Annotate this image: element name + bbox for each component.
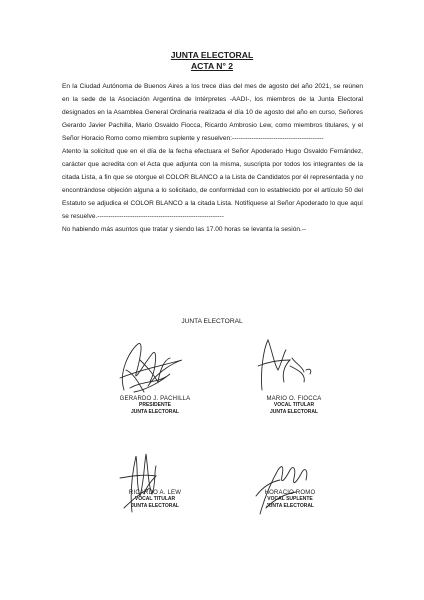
document-body xyxy=(62,80,363,236)
body-paragraph-1: En la Ciudad Autónoma de Buenos Aires a los trece días del mes de agosto del año 2021, se reúnen en la sede de la Asociación Argentina de Intérpretes -AADI-, los miembros de la Junta Electoral designados en la Asamblea General Ordinaria realizada el día 10 de agosto del año en curso, Señores Gerardo Javier Pachilla, Mario Osvaldo Fiocca, Ricardo Ambrosio Lew, como miembros titulares, y el Señor Horacio Romo como miembro suplente y resuelven:------------------------------------------ xyxy=(62,83,363,142)
signature-block-fiocca xyxy=(244,330,344,420)
signature-role-2: VOCAL TITULAR xyxy=(273,402,315,409)
signature-block-pachilla xyxy=(100,330,210,415)
signature-body-1: JUNTA ELECTORAL xyxy=(131,408,179,415)
signature-name-1: GERARDO J. PACHILLA xyxy=(119,396,191,402)
signature-role-3: VOCAL TITULAR xyxy=(134,496,176,503)
document-header xyxy=(0,50,424,71)
body-paragraph-3: No habiendo más asuntos que tratar y siendo las 17.00 horas se levanta la sesión.-- xyxy=(62,226,307,233)
body-paragraph-2: Atento la solicitud que en el día de la fecha efectuara el Señor Apoderado Hugo Osvaldo Fernández, carácter que acredita con el Acta que adjunta con la misma, suscripta por todos los integrantes de la citada Lista, a fin que se otorgue el COLOR BLANCO a la Lista de Candidatos por él representada y no encontrándose objeción alguna a lo solicitado, de conformidad con lo establecido por el artículo 50 del Estatuto se adjudica el COLOR BLANCO a la citada Lista. Notifíquese al Señor Apoderado lo que aquí se resuelve.---------------------------------------------------------- xyxy=(62,148,363,220)
handwritten-signature-pachilla xyxy=(100,330,210,400)
signature-role-1: PRESIDENTE xyxy=(139,402,171,409)
signature-body-2: JUNTA ELECTORAL xyxy=(270,408,318,415)
document-title: JUNTA ELECTORAL xyxy=(170,50,254,60)
signature-name-4: HORACIO ROMO xyxy=(264,490,316,496)
signature-name-2: MARIO O. FIOCCA xyxy=(266,396,322,402)
signature-block-lew xyxy=(100,448,210,528)
signature-name-3: RICARDO A. LEW xyxy=(128,490,182,496)
handwritten-signature-fiocca xyxy=(244,330,344,400)
signature-block-romo xyxy=(240,448,340,528)
junta-electoral-label: JUNTA ELECTORAL xyxy=(181,318,243,325)
document-subtitle: ACTA N° 2 xyxy=(190,60,234,71)
signature-body-3: JUNTA ELECTORAL xyxy=(131,502,179,509)
signature-body-4: JUNTA ELECTORAL xyxy=(266,502,314,509)
signature-role-4: VOCAL SUPLENTE xyxy=(267,496,313,503)
